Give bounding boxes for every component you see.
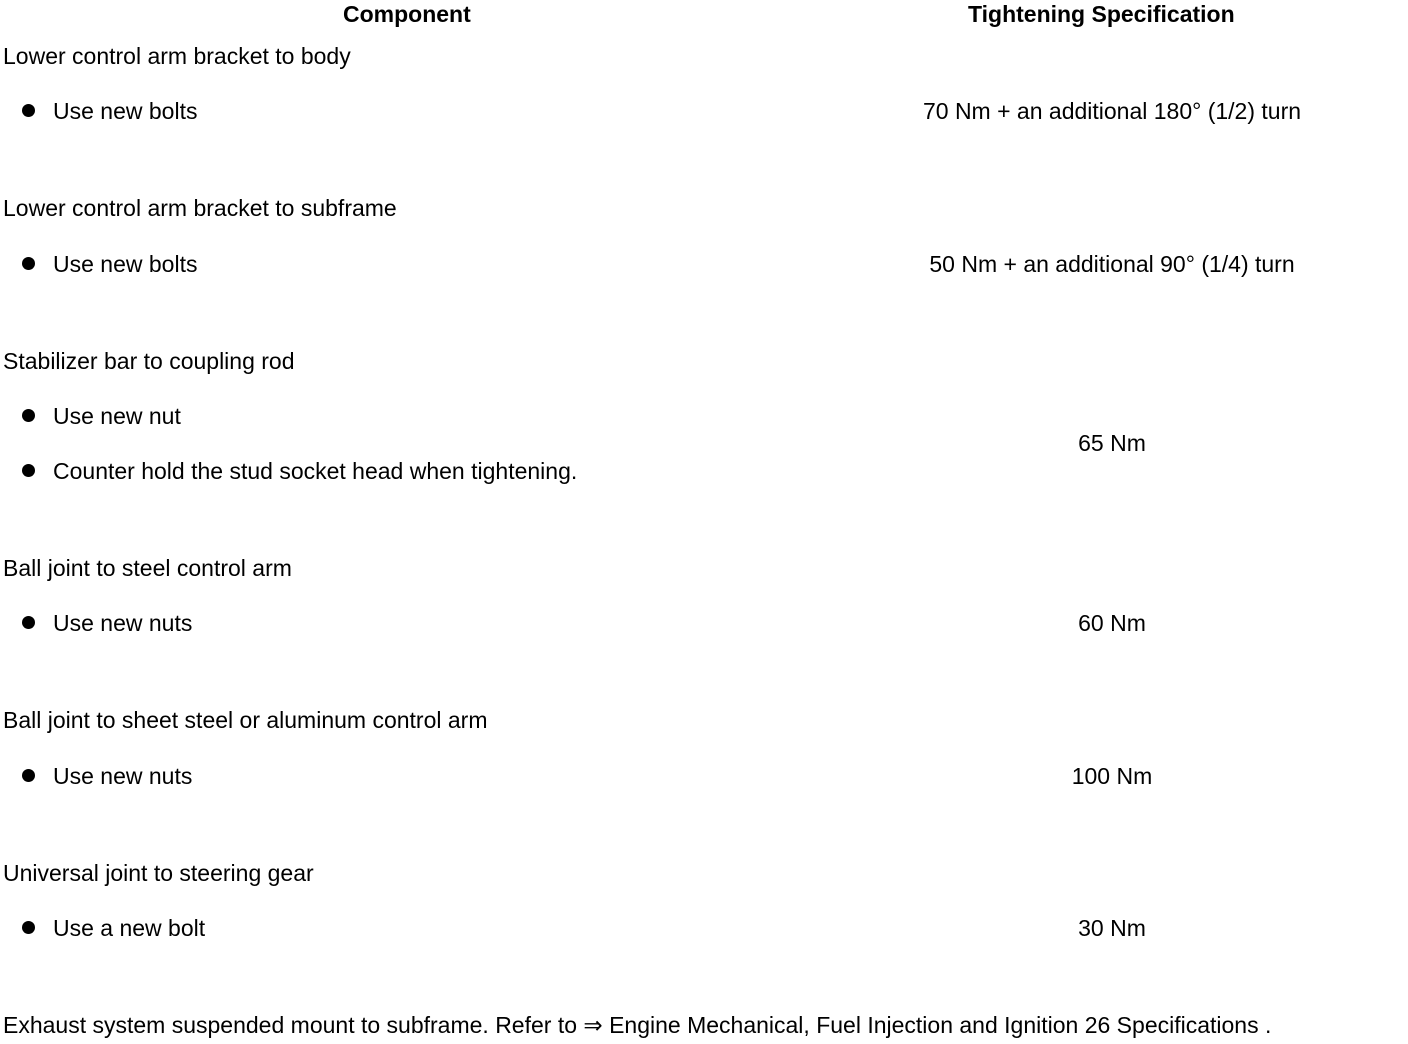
right-arrow-icon: ⇒	[583, 1012, 603, 1038]
component-note: Use new nut	[53, 403, 181, 429]
engine-specifications-link-text: Engine Mechanical, Fuel Injection and Ignition 26 Specifications	[602, 1012, 1259, 1038]
component-label: Universal joint to steering gear	[3, 860, 314, 886]
bullet-icon	[22, 464, 35, 477]
component-note: Use new bolts	[53, 251, 198, 277]
tightening-spec: 60 Nm	[1078, 610, 1146, 636]
engine-specifications-link[interactable]	[583, 1012, 1258, 1038]
component-note: Use new nuts	[53, 763, 193, 789]
tightening-spec: 30 Nm	[1078, 915, 1146, 941]
bullet-icon	[22, 409, 35, 422]
component-note: Use a new bolt	[53, 915, 206, 941]
component-note: Counter hold the stud socket head when tightening.	[53, 458, 578, 484]
component-label: Stabilizer bar to coupling rod	[3, 348, 295, 374]
component-note: Use new nuts	[53, 610, 193, 636]
component-label: Lower control arm bracket to body	[3, 43, 351, 69]
component-label: Lower control arm bracket to subframe	[3, 195, 397, 221]
component-label: Ball joint to sheet steel or aluminum control arm	[3, 707, 488, 733]
bullet-icon	[22, 257, 35, 270]
specification-column-header: Tightening Specification	[968, 1, 1235, 27]
component-column-header: Component	[343, 1, 471, 27]
tightening-spec: 100 Nm	[1071, 763, 1153, 789]
component-label: Ball joint to steel control arm	[3, 555, 292, 581]
footer-text-end: .	[1258, 1012, 1272, 1038]
bullet-icon	[22, 921, 35, 934]
bullet-icon	[22, 769, 35, 782]
bullet-icon	[22, 104, 35, 117]
footer-note	[3, 1011, 1271, 1039]
tightening-spec: 65 Nm	[1078, 430, 1146, 456]
bullet-icon	[22, 616, 35, 629]
component-note: Use new bolts	[53, 98, 198, 124]
tightening-spec: 50 Nm + an additional 90° (1/4) turn	[929, 251, 1295, 277]
tightening-spec: 70 Nm + an additional 180° (1/2) turn	[922, 98, 1302, 124]
footer-text: Exhaust system suspended mount to subframe. Refer to	[3, 1012, 584, 1038]
